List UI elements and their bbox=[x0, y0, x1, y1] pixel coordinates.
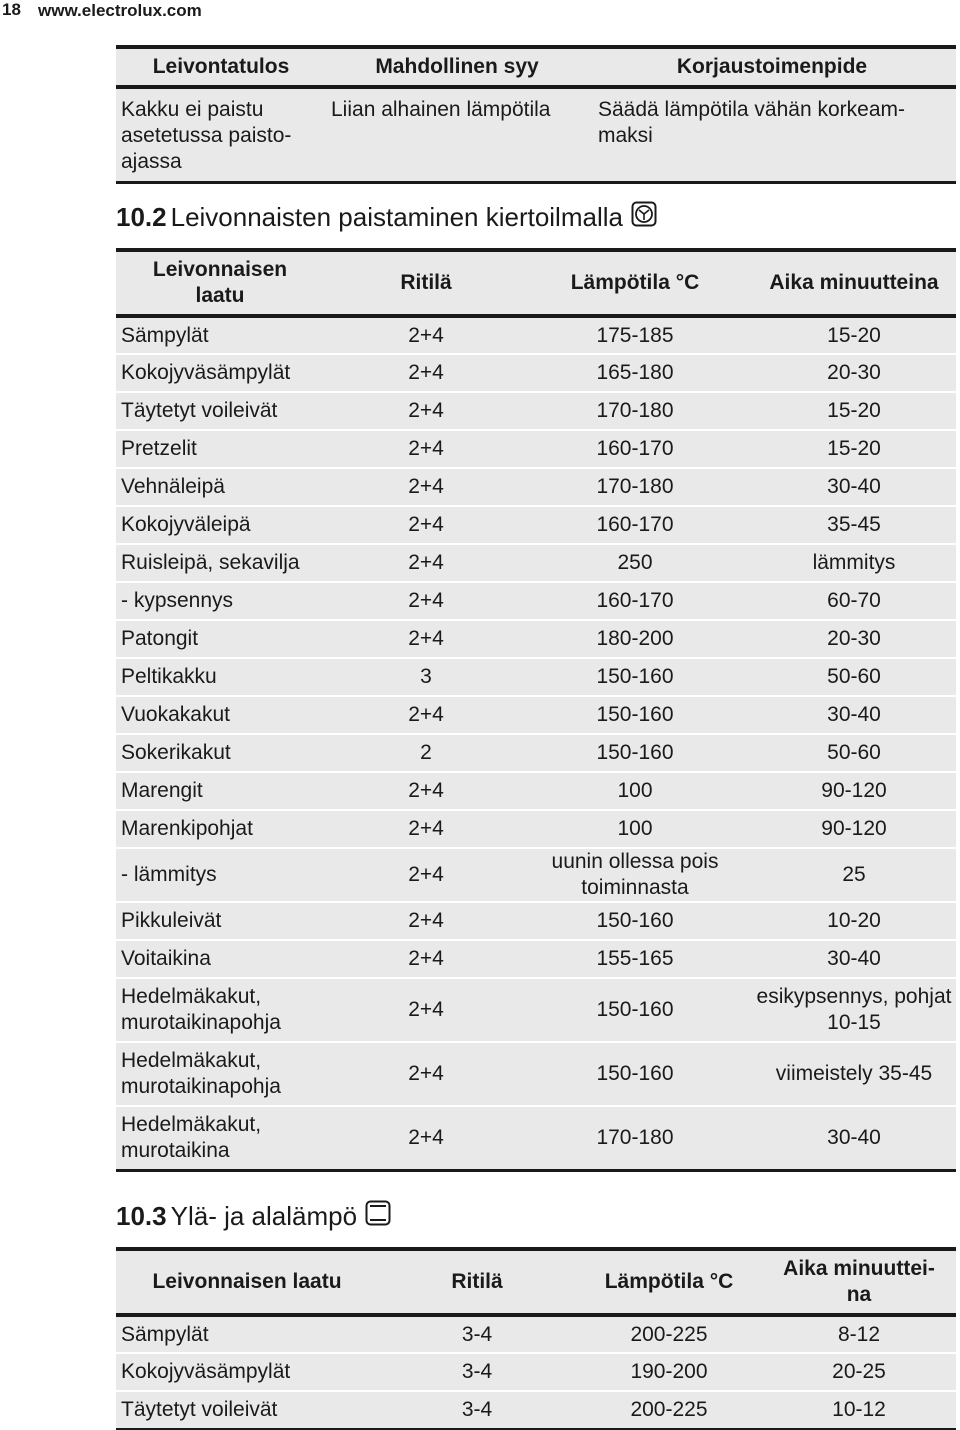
table-cell: Kokojyväsämpylät bbox=[116, 354, 334, 392]
section-number: 10.2 bbox=[116, 201, 167, 232]
table-row bbox=[116, 1106, 956, 1170]
table-row bbox=[116, 978, 956, 1042]
table-cell: Marengit bbox=[116, 772, 334, 810]
section-title: Ylä- ja alalämpö bbox=[170, 1200, 358, 1231]
table-cell: Peltikakku bbox=[116, 658, 334, 696]
table-row bbox=[116, 1391, 956, 1429]
site-url: www.electrolux.com bbox=[38, 1, 202, 20]
table-cell: 2+4 bbox=[334, 506, 518, 544]
column-header: Korjaustoimenpide bbox=[588, 47, 956, 87]
section-heading bbox=[116, 199, 657, 235]
table-row bbox=[116, 506, 956, 544]
column-header: Leivonnaisen laatu bbox=[116, 1249, 378, 1315]
table-cell: 175-185 bbox=[518, 316, 752, 354]
table-cell: 180-200 bbox=[518, 620, 752, 658]
table-row bbox=[116, 392, 956, 430]
column-header: Leivontatulos bbox=[116, 47, 326, 87]
column-header: Mahdollinen syy bbox=[326, 47, 588, 87]
table-cell: 165-180 bbox=[518, 354, 752, 392]
table-cell: Vuokakakut bbox=[116, 696, 334, 734]
table-cell: 2+4 bbox=[334, 902, 518, 940]
table-cell: 2+4 bbox=[334, 940, 518, 978]
table-cell: Kokojyväleipä bbox=[116, 506, 334, 544]
table-row bbox=[116, 1315, 956, 1353]
table-row bbox=[116, 902, 956, 940]
table-cell: 2+4 bbox=[334, 772, 518, 810]
column-header: Lämpötila °C bbox=[576, 1249, 762, 1315]
table-cell: 30-40 bbox=[752, 1106, 956, 1170]
table-row bbox=[116, 810, 956, 848]
table-cell: 2+4 bbox=[334, 620, 518, 658]
table-cell: Vehnäleipä bbox=[116, 468, 334, 506]
table-row bbox=[116, 87, 956, 183]
table-cell: 8-12 bbox=[762, 1315, 956, 1353]
table-cell: Sokerikakut bbox=[116, 734, 334, 772]
table-cell: Kakku ei paistu asetetussa paisto-ajassa bbox=[116, 87, 326, 183]
table-row bbox=[116, 582, 956, 620]
table-cell: 90-120 bbox=[752, 772, 956, 810]
table-cell: lämmitys bbox=[752, 544, 956, 582]
table-cell: 2+4 bbox=[334, 354, 518, 392]
column-header: Aika minuutteina bbox=[752, 250, 956, 316]
table-row bbox=[116, 1353, 956, 1391]
table-cell: 35-45 bbox=[752, 506, 956, 544]
table-cell: 150-160 bbox=[518, 734, 752, 772]
section-title: Leivonnaisten paistaminen kiertoilmalla bbox=[170, 201, 623, 232]
table-row bbox=[116, 940, 956, 978]
table-row bbox=[116, 772, 956, 810]
table-cell: Patongit bbox=[116, 620, 334, 658]
table-cell: 160-170 bbox=[518, 430, 752, 468]
table-cell: 160-170 bbox=[518, 582, 752, 620]
table-row bbox=[116, 354, 956, 392]
table-cell: 10-20 bbox=[752, 902, 956, 940]
table-cell: 190-200 bbox=[576, 1353, 762, 1391]
page-number: 18 bbox=[2, 0, 21, 19]
table-cell: 150-160 bbox=[518, 978, 752, 1042]
table-cell: 30-40 bbox=[752, 696, 956, 734]
table-cell: 150-160 bbox=[518, 1042, 752, 1106]
table-cell: 2+4 bbox=[334, 848, 518, 902]
table-cell: 25 bbox=[752, 848, 956, 902]
table-cell: 2+4 bbox=[334, 430, 518, 468]
table-cell: Hedelmäkakut, murotaikinapohja bbox=[116, 1042, 334, 1106]
table-cell: 2+4 bbox=[334, 392, 518, 430]
table-row bbox=[116, 468, 956, 506]
troubleshooting-table bbox=[116, 45, 956, 184]
page-header bbox=[0, 0, 202, 22]
table-cell: 150-160 bbox=[518, 696, 752, 734]
table-cell: 100 bbox=[518, 810, 752, 848]
table-cell: esikypsennys, pohjat 10-15 bbox=[752, 978, 956, 1042]
table-cell: viimeistely 35-45 bbox=[752, 1042, 956, 1106]
fan-icon bbox=[631, 201, 657, 234]
convection-baking-table bbox=[116, 248, 956, 1172]
table-cell: 15-20 bbox=[752, 316, 956, 354]
table-row bbox=[116, 658, 956, 696]
table-cell: Ruisleipä, sekavilja bbox=[116, 544, 334, 582]
table-cell: Pretzelit bbox=[116, 430, 334, 468]
table-cell: Marenkipohjat bbox=[116, 810, 334, 848]
table-cell: 30-40 bbox=[752, 468, 956, 506]
table-cell: 30-40 bbox=[752, 940, 956, 978]
table-cell: 60-70 bbox=[752, 582, 956, 620]
table-row bbox=[116, 430, 956, 468]
table-header-row bbox=[116, 47, 956, 87]
table-cell: 100 bbox=[518, 772, 752, 810]
top-bottom-heat-table bbox=[116, 1247, 956, 1430]
table-cell: 10-12 bbox=[762, 1391, 956, 1429]
table-cell: 2+4 bbox=[334, 810, 518, 848]
table-cell: 15-20 bbox=[752, 392, 956, 430]
column-header: Ritilä bbox=[378, 1249, 576, 1315]
table-cell: Täytetyt voileivät bbox=[116, 1391, 378, 1429]
table-cell: 170-180 bbox=[518, 392, 752, 430]
table-cell: Pikkuleivät bbox=[116, 902, 334, 940]
table-row bbox=[116, 696, 956, 734]
table-cell: 3-4 bbox=[378, 1353, 576, 1391]
table-header-row bbox=[116, 1249, 956, 1315]
table-cell: Hedelmäkakut, murotaikinapohja bbox=[116, 978, 334, 1042]
table-cell: - kypsennys bbox=[116, 582, 334, 620]
table-row bbox=[116, 316, 956, 354]
table-cell: Voitaikina bbox=[116, 940, 334, 978]
table-cell: 3-4 bbox=[378, 1391, 576, 1429]
table-cell: 2+4 bbox=[334, 1106, 518, 1170]
table-cell: Täytetyt voileivät bbox=[116, 392, 334, 430]
table-cell: 2+4 bbox=[334, 582, 518, 620]
table-cell: 20-30 bbox=[752, 620, 956, 658]
table-cell: 2+4 bbox=[334, 468, 518, 506]
column-header: Leivonnaisen laatu bbox=[116, 250, 334, 316]
table-cell: 50-60 bbox=[752, 734, 956, 772]
column-header: Lämpötila °C bbox=[518, 250, 752, 316]
table-cell: 150-160 bbox=[518, 658, 752, 696]
table-cell: Säädä lämpötila vähän korkeam-maksi bbox=[588, 87, 956, 183]
table-row bbox=[116, 734, 956, 772]
table-cell: 200-225 bbox=[576, 1391, 762, 1429]
table-row bbox=[116, 848, 956, 902]
table-cell: 155-165 bbox=[518, 940, 752, 978]
table-cell: 90-120 bbox=[752, 810, 956, 848]
table-cell: 2 bbox=[334, 734, 518, 772]
table-cell: 20-25 bbox=[762, 1353, 956, 1391]
table-cell: 50-60 bbox=[752, 658, 956, 696]
table-cell: 170-180 bbox=[518, 1106, 752, 1170]
table-cell: 2+4 bbox=[334, 544, 518, 582]
table-cell: 200-225 bbox=[576, 1315, 762, 1353]
section-heading bbox=[116, 1198, 391, 1234]
table-cell: Sämpylät bbox=[116, 316, 334, 354]
table-cell: 15-20 bbox=[752, 430, 956, 468]
column-header: Aika minuuttei-na bbox=[762, 1249, 956, 1315]
table-cell: Liian alhainen lämpötila bbox=[326, 87, 588, 183]
table-cell: uunin ollessa pois toiminnasta bbox=[518, 848, 752, 902]
table-cell: 2+4 bbox=[334, 978, 518, 1042]
table-cell: Hedelmäkakut, murotaikina bbox=[116, 1106, 334, 1170]
table-header-row bbox=[116, 250, 956, 316]
table-cell: 160-170 bbox=[518, 506, 752, 544]
table-cell: 3 bbox=[334, 658, 518, 696]
table-row bbox=[116, 1042, 956, 1106]
table-row bbox=[116, 620, 956, 658]
top-bottom-heat-icon bbox=[365, 1200, 391, 1233]
table-cell: - lämmitys bbox=[116, 848, 334, 902]
table-cell: 2+4 bbox=[334, 316, 518, 354]
table-cell: 2+4 bbox=[334, 696, 518, 734]
table-row bbox=[116, 544, 956, 582]
table-cell: 2+4 bbox=[334, 1042, 518, 1106]
table-cell: 20-30 bbox=[752, 354, 956, 392]
section-number: 10.3 bbox=[116, 1200, 167, 1231]
table-cell: 170-180 bbox=[518, 468, 752, 506]
table-cell: 250 bbox=[518, 544, 752, 582]
table-cell: 150-160 bbox=[518, 902, 752, 940]
column-header: Ritilä bbox=[334, 250, 518, 316]
table-cell: Kokojyväsämpylät bbox=[116, 1353, 378, 1391]
table-cell: 3-4 bbox=[378, 1315, 576, 1353]
table-cell: Sämpylät bbox=[116, 1315, 378, 1353]
